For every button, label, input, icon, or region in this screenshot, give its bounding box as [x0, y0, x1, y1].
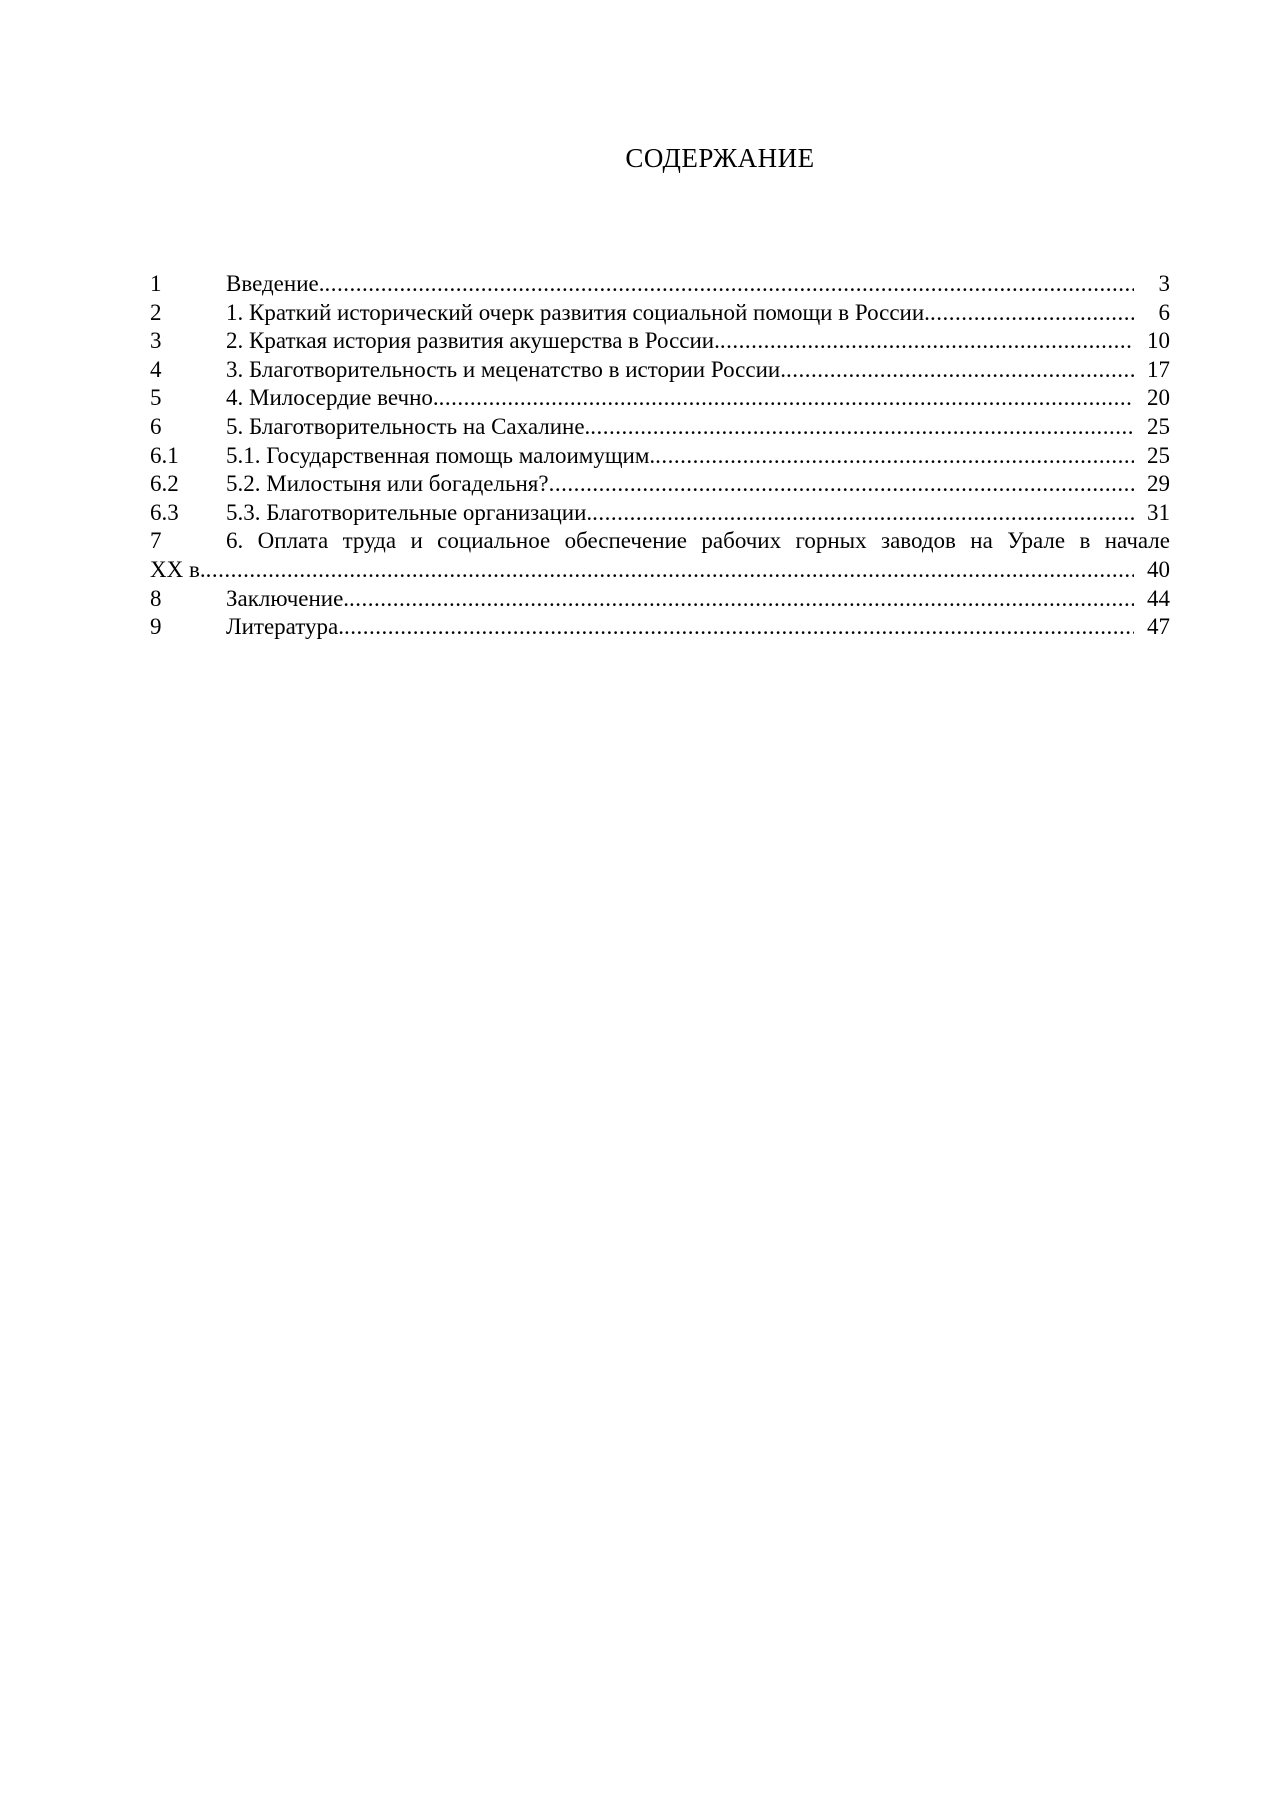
toc-title: 5.3. Благотворительные организации. [226, 499, 593, 525]
toc-entry [226, 299, 1170, 328]
toc-title: 5. Благотворительность на Сахалине. [226, 413, 591, 439]
toc-number: 7 [150, 528, 162, 554]
toc-row[interactable] [150, 613, 1170, 642]
toc-number: 2 [150, 299, 162, 325]
dot-leader [930, 299, 1134, 328]
toc-row[interactable] [150, 327, 1170, 356]
toc-page-number: 10 [1147, 328, 1170, 354]
toc-entry [226, 270, 1170, 299]
toc-entry [226, 384, 1170, 413]
toc-entry [150, 556, 1170, 585]
toc-row[interactable] [150, 585, 1170, 614]
toc-page-number: 31 [1147, 499, 1170, 525]
toc-row[interactable] [150, 356, 1170, 385]
toc-page-number: 44 [1147, 585, 1170, 611]
toc-number: 9 [150, 614, 162, 640]
toc-number: 1 [150, 271, 162, 296]
toc-page-number: 47 [1147, 614, 1170, 640]
toc-entry [226, 327, 1170, 356]
toc-page-number: 25 [1147, 442, 1170, 468]
toc-title: 5.2. Милостыня или богадельня? [226, 471, 549, 497]
toc-row[interactable] [150, 442, 1170, 471]
toc-title: Литература. [226, 614, 344, 640]
toc-number: 8 [150, 585, 162, 611]
toc-entry [226, 442, 1170, 471]
dot-leader [592, 499, 1134, 528]
toc-entry [226, 413, 1170, 442]
toc-entry [226, 356, 1170, 385]
toc-row[interactable] [150, 413, 1170, 442]
toc-title: Заключение. [226, 585, 350, 611]
toc-entry [226, 470, 1170, 499]
toc-page-number: 17 [1147, 356, 1170, 382]
toc-number: 6.3 [150, 499, 179, 525]
toc-title: 2. Краткая история развития акушерства в России. [226, 328, 720, 354]
toc-title: 4. Милосердие вечно. [226, 385, 439, 411]
page-title: СОДЕРЖАНИЕ [625, 143, 815, 173]
toc-row[interactable] [150, 299, 1170, 328]
toc-row[interactable] [150, 527, 1170, 584]
toc-number: 5 [150, 385, 162, 411]
toc-row[interactable] [150, 384, 1170, 413]
toc-title-continuation: XX в. [150, 556, 206, 582]
toc-row[interactable] [150, 470, 1170, 499]
dot-leader [655, 442, 1134, 471]
toc-number: 6 [150, 413, 162, 439]
toc-number: 4 [150, 356, 162, 382]
dot-leader [349, 585, 1134, 614]
toc-page-number: 6 [1158, 299, 1170, 325]
toc-title: 1. Краткий исторический очерк развития социальной помощи в России. [226, 299, 930, 325]
dot-leader [206, 556, 1134, 585]
table-of-contents [150, 270, 1170, 642]
toc-entry [226, 613, 1170, 642]
toc-page-number: 29 [1147, 471, 1170, 497]
dot-leader [786, 356, 1134, 385]
dot-leader [324, 270, 1134, 299]
toc-entry [226, 499, 1170, 528]
dot-leader [344, 613, 1134, 642]
toc-row[interactable] [150, 499, 1170, 528]
toc-title: Введение. [226, 271, 325, 296]
toc-number: 3 [150, 328, 162, 354]
toc-page-number: 40 [1147, 556, 1170, 582]
toc-page-number: 20 [1147, 385, 1170, 411]
dot-leader [590, 413, 1134, 442]
toc-row[interactable] [150, 270, 1170, 299]
toc-title: 3. Благотворительность и меценатство в истории России. [226, 356, 786, 382]
toc-page-number: 25 [1147, 413, 1170, 439]
dot-leader [549, 470, 1134, 499]
toc-title: 6. Оплата труда и социальное обеспечение рабочих горных заводов на Урале в начале [226, 528, 1170, 554]
toc-number: 6.2 [150, 471, 179, 497]
toc-title: 5.1. Государственная помощь малоимущим. [226, 442, 656, 468]
toc-entry [226, 585, 1170, 614]
dot-leader [439, 384, 1134, 413]
toc-page-number: 3 [1158, 271, 1170, 296]
dot-leader [720, 327, 1134, 356]
toc-number: 6.1 [150, 442, 179, 468]
